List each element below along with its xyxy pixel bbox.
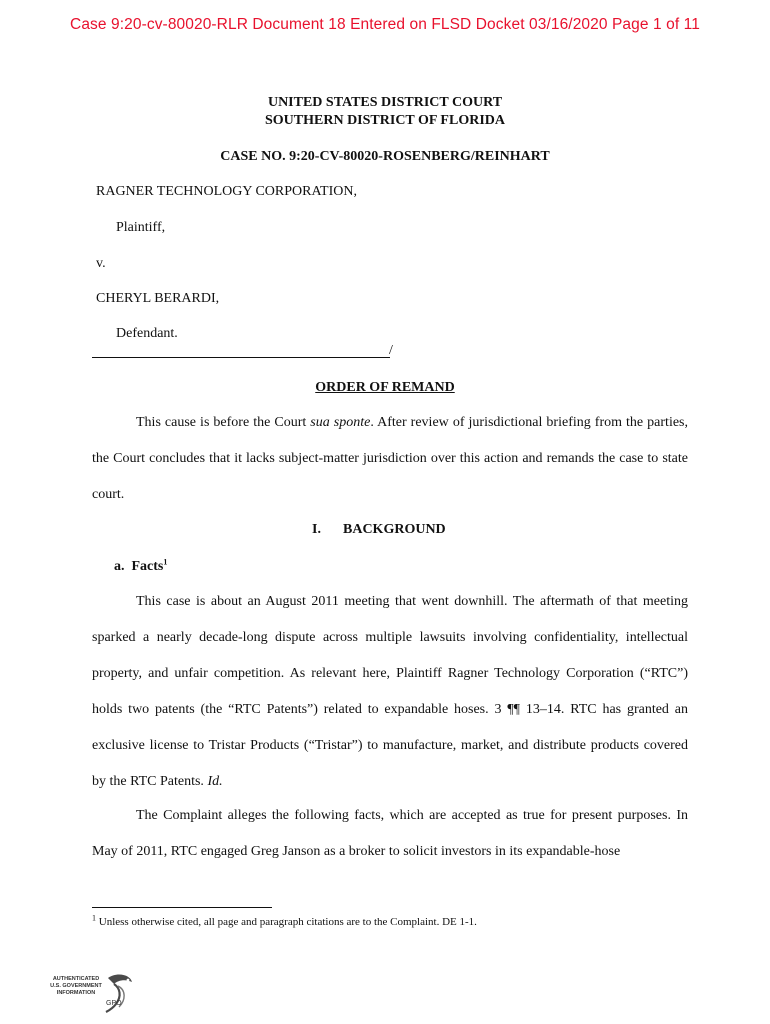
footnote: $^1$ Unless otherwise cited, all page and paragraph citations are to the Complaint. DE 1-1. xyxy=(92,913,477,928)
section-number: I. xyxy=(312,522,321,537)
court-district: SOUTHERN DISTRICT OF FLORIDA xyxy=(265,113,505,128)
defendant-name: CHERYL BERARDI, xyxy=(96,291,220,306)
court-name: UNITED STATES DISTRICT COURT xyxy=(267,95,503,110)
gpo-seal xyxy=(46,972,136,1018)
plaintiff-role: Plaintiff, xyxy=(116,220,166,235)
caption-slash: / xyxy=(389,343,393,358)
plaintiff-name: RAGNER TECHNOLOGY CORPORATION, xyxy=(96,184,357,199)
subsection-heading: a. Facts$^1$ xyxy=(114,557,168,574)
case-number: CASE NO. 9:20-CV-80020-ROSENBERG/REINHART xyxy=(220,149,550,164)
versus: v. xyxy=(96,256,106,271)
caption-rule xyxy=(92,357,390,358)
facts-paragraph-2: The Complaint alleges the following facts, which are accepted as true for present purposes. In May of 2011, RTC engaged Greg Janson as a broker to solicit investors in its expandable-hose xyxy=(92,808,688,859)
facts-paragraph-1: This case is about an August 2011 meeting that went downhill. The aftermath of that meeting sparked a nearly decade-long dispute across multiple lawsuits involving confidentiality, intellectual property, and unfair competition. As relevant here, Plaintiff Ragner Technology Corporation (“RTC”) holds two patents (the “RTC Patents”) related to expandable hoses. 3 ¶¶ 13–14. RTC has granted an exclusive license to Tristar Products (“Tristar”) to manufacture, market, and distribute products covered by the RTC Patents. Id. xyxy=(92,594,688,789)
gpo-mark: GPO xyxy=(106,1000,122,1007)
footnote-ref[interactable]: 1 xyxy=(163,557,168,567)
intro-paragraph: This cause is before the Court sua sponte. After review of jurisdictional briefing from the parties, the Court concludes that it lacks subject-matter jurisdiction over this action and remands the case to state court. xyxy=(92,415,688,502)
docket-header: Case 9:20-cv-80020-RLR Document 18 Entered on FLSD Docket 03/16/2020 Page 1 of 11 xyxy=(70,16,700,33)
order-title: ORDER OF REMAND xyxy=(315,380,455,395)
section-title: BACKGROUND xyxy=(343,522,446,537)
eagle-icon xyxy=(102,972,136,1016)
gpo-seal-text: AUTHENTICATED U.S. GOVERNMENT INFORMATION xyxy=(50,976,102,996)
defendant-role: Defendant. xyxy=(116,326,178,341)
footnote-rule xyxy=(92,907,272,908)
